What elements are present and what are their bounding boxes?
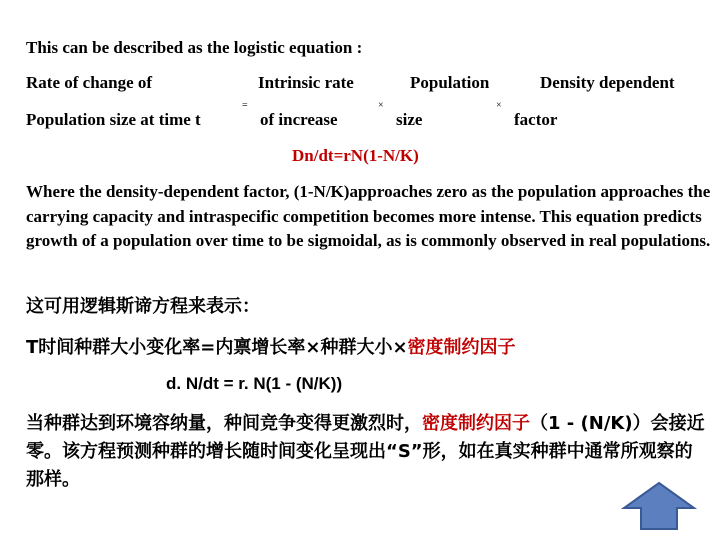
formula-en: Dn/dt=rN(1-N/K) <box>292 146 419 165</box>
density-line2: factor <box>514 110 558 129</box>
intro-text: This can be described as the logistic equation : <box>26 38 363 57</box>
cn-equation-red: 密度制约因子 <box>407 337 516 358</box>
rate-line1: Rate of change of <box>26 73 153 92</box>
times-sign-1: × <box>378 100 384 111</box>
equals-sign: = <box>242 100 248 111</box>
density-line1: Density dependent <box>540 73 675 92</box>
nav-up-button[interactable] <box>620 480 698 532</box>
population-line2: size <box>396 110 423 129</box>
paragraph-en: Where the density-dependent factor, (1-N/K)approaches zero as the population approaches the carrying capacity and intraspecific competition becomes more intense. This equation predicts growth of a population over time to be sigmoidal, as is commonly observed in real populations. <box>26 182 711 250</box>
population-line1: Population <box>410 73 490 92</box>
cn-equation <box>26 333 516 359</box>
rate-line2: Population size at time t <box>26 110 201 129</box>
cn-paragraph-part1: 当种群达到环境容纳量，种间竞争变得更激烈时， <box>26 413 422 434</box>
cn-paragraph-red: 密度制约因子 <box>422 413 530 434</box>
intrinsic-line1: Intrinsic rate <box>258 73 354 92</box>
intrinsic-line2: of increase <box>260 110 338 129</box>
cn-paragraph-part2: （1 - (N/K)）会接近零。该方程预测种群的增长随时间变化呈现出“S”形，如在真实种群中通常所观察的那样。 <box>26 413 705 490</box>
up-arrow-icon <box>620 480 698 532</box>
cn-heading: 这可用逻辑斯谛方程来表示： <box>26 296 260 317</box>
cn-paragraph <box>26 410 706 494</box>
times-sign-2: × <box>496 100 502 111</box>
cn-equation-black: T时间种群大小变化率=内禀增长率×种群大小× <box>26 337 408 358</box>
formula-cn: d. N/dt = r. N(1 - (N/K)) <box>166 374 343 393</box>
